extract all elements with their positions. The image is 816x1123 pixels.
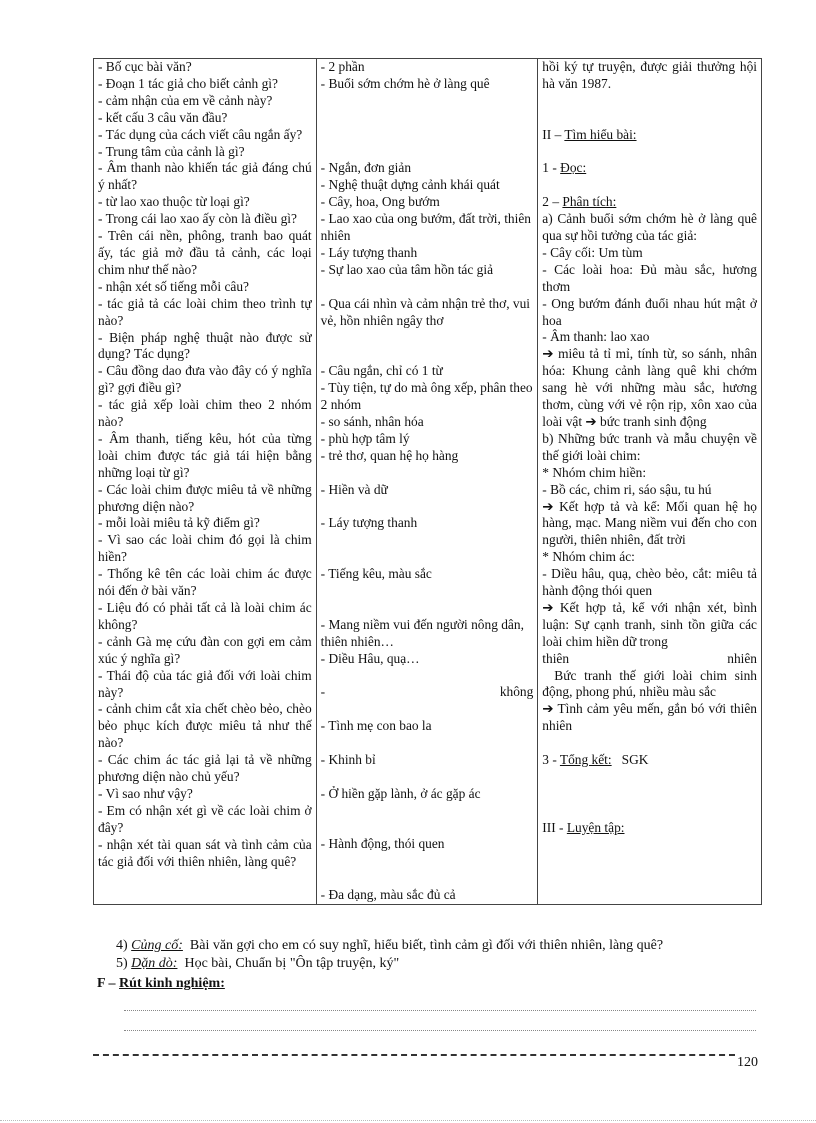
answer-item: - Nghệ thuật dựng cảnh khái quát	[320, 177, 500, 193]
answer-item: - Láy tượng thanh	[320, 515, 418, 531]
notes-line	[124, 1030, 756, 1031]
questions-column	[94, 59, 317, 905]
note-item: * Nhóm chim hiền:	[542, 464, 647, 480]
section-heading: II – Tìm hiểu bài:	[542, 126, 637, 142]
answer-item: - 2 phần	[320, 59, 365, 74]
answer-item: - phù hợp tâm lý	[320, 430, 410, 446]
answer-item: - Buổi sớm chớm hè ở làng quê	[320, 75, 490, 91]
question-item: - cảnh chim cắt xỉa chết chèo bẻo, chèo bẻo phục kích được miêu tả như thế nào?	[98, 701, 312, 751]
intro-text: hồi ký tự truyện, được giải thưởng hội hà văn 1987.	[542, 59, 757, 91]
answer-item: - Qua cái nhìn và cảm nhận trẻ thơ, vui vẻ, hồn nhiên ngây thơ	[320, 295, 531, 328]
page-divider	[93, 1054, 735, 1056]
answer-item: - Tình mẹ con bao la	[320, 718, 432, 734]
answer-item: - Cây, hoa, Ong bướm	[320, 194, 440, 210]
page-edge	[0, 1120, 816, 1121]
page-number: 120	[737, 1055, 758, 1070]
note-item: - Bồ các, chim ri, sáo sậu, tu hú	[542, 481, 712, 497]
answer-item: - trẻ thơ, quan hệ họ hàng	[320, 447, 459, 463]
question-item: - nhận xét tài quan sát và tình cảm của tác giả đối với thiên nhiên, làng quê?	[98, 836, 312, 869]
question-item: - nhận xét số tiếng mỗi câu?	[98, 278, 249, 294]
question-item: - Biện pháp nghệ thuật nào được sử dụng? Tác dụng?	[98, 329, 312, 362]
answer-item: - không	[320, 684, 534, 700]
note-item: - Cây cối: Um tùm	[542, 244, 643, 260]
answer-item: - Tiếng kêu, màu sắc	[320, 566, 432, 582]
note-item: - Diều hâu, quạ, chèo bẻo, cắt: miêu tả hành động thói quen	[542, 566, 757, 599]
question-item: - Âm thanh nào khiến tác giả đáng chú ý nhất?	[98, 160, 312, 193]
question-item: - Thái độ của tác giả đối với loài chim này?	[98, 667, 312, 700]
question-item: - Thống kê tên các loài chim ác được nói đến ở bài văn?	[98, 566, 312, 599]
note-item: b) Những bức tranh và mẫu chuyện về thế giới loài chim:	[542, 430, 757, 463]
notes-column	[538, 59, 762, 905]
question-item: - Trung tâm của cảnh là gì?	[98, 143, 245, 159]
question-item: - kết cấu 3 câu văn đầu?	[98, 109, 228, 125]
answer-item: - Hiền và dữ	[320, 481, 388, 497]
note-item: Bức tranh thế giới loài chim sinh động, phong phú, nhiều màu sắc	[542, 667, 757, 700]
note-item: thiên nhiên	[542, 650, 757, 666]
note-item: ➔ Tình cảm yêu mến, gắn bó với thiên nhiên	[542, 701, 757, 734]
note-item: ➔ Kết hợp tả, kể với nhận xét, bình luận: Sự cạnh tranh, sinh tồn giữa các loài chim hiền dữ trong	[542, 599, 757, 649]
question-item: - Đoạn 1 tác giả cho biết cảnh gì?	[98, 75, 278, 91]
note-item: ➔ miêu tả tỉ mỉ, tính từ, so sánh, nhân hóa: Khung cảnh làng quê khi chớm sang hè với những màu sắc, hương thơm, cùng với vẻ rộn rịp, xôn xao của loài vật ➔ bức tranh sinh động	[542, 346, 757, 429]
question-item: - Các chim ác tác giả lại tả về những phương diện nào chủ yếu?	[98, 752, 312, 785]
section-heading: 2 – Phân tích:	[542, 194, 617, 210]
answer-item: - Ngắn, đơn giản	[320, 160, 412, 176]
lesson-table	[93, 58, 762, 905]
answer-item: - Tùy tiện, tự do mà ông xếp, phân theo 2 nhóm	[320, 380, 533, 413]
question-item: - Âm thanh, tiếng kêu, hót của từng loài chim được tác giả tái hiện bằng những loại từ gì?	[98, 430, 312, 480]
question-item: - Các loài chim được miêu tả về những phương diện nào?	[98, 481, 312, 514]
question-item: - Trong cái lao xao ấy còn là điều gì?	[98, 211, 297, 227]
answers-column	[316, 59, 538, 905]
question-item: - Em có nhận xét gì về các loài chim ở đây?	[98, 802, 312, 835]
question-item: - Tác dụng của cách viết câu ngắn ấy?	[98, 126, 303, 142]
answer-item: - Sự lao xao của tâm hồn tác giả	[320, 261, 494, 277]
answer-item: - Hành động, thói quen	[320, 836, 445, 852]
question-item: - Bố cục bài văn?	[98, 59, 192, 74]
question-item: - tác giả tả các loài chim theo trình tự nào?	[98, 295, 312, 328]
question-item: - Câu đồng dao đưa vào đây có ý nghĩa gì? gợi điều gì?	[98, 363, 312, 396]
note-item: - Ong bướm đánh đuổi nhau hút mật ở hoa	[542, 295, 757, 328]
homework-line: 5) Dặn dò: Học bài, Chuẩn bị "Ôn tập truyện, ký"	[116, 956, 400, 971]
answer-item: - Ở hiền gặp lành, ở ác gặp ác	[320, 785, 481, 801]
question-item: - từ lao xao thuộc từ loại gì?	[98, 194, 250, 210]
note-item: a) Cảnh buổi sớm chớm hè ở làng quê qua sự hồi tưởng của tác giả:	[542, 211, 757, 243]
consolidation-line: 4) Củng cố: Bài văn gợi cho em có suy nghĩ, hiểu biết, tình cảm gì đối với thiên nhiên, làng quê?	[116, 938, 664, 953]
section-heading: III - Luyện tập:	[542, 819, 625, 835]
experience-heading: F – Rút kinh nghiệm:	[97, 976, 225, 991]
note-item: - Âm thanh: lao xao	[542, 329, 650, 345]
notes-line	[124, 1010, 756, 1011]
table-row	[94, 59, 762, 905]
question-item: - cảm nhận của em về cảnh này?	[98, 92, 273, 108]
answer-item: - Diều Hâu, quạ…	[320, 650, 420, 666]
answer-item: - Câu ngắn, chỉ có 1 từ	[320, 363, 443, 379]
question-item: - Vì sao các loài chim đó gọi là chim hiền?	[98, 532, 312, 565]
question-item: - mỗi loài miêu tả kỹ điểm gì?	[98, 515, 260, 531]
section-heading: 3 - Tổng kết: SGK	[542, 752, 649, 768]
question-item: - cảnh Gà mẹ cứu đàn con gợi em cảm xúc ý nghĩa gì?	[98, 633, 312, 666]
answer-item: - Mang niềm vui đến người nông dân, thiên nhiên…	[320, 616, 524, 649]
question-item: - Trên cái nền, phông, tranh bao quát ấy, tác giả mở đầu tả cảnh, các loại chim như thế nào?	[98, 228, 312, 277]
note-item: * Nhóm chim ác:	[542, 549, 635, 565]
section-heading: 1 - Đọc:	[542, 160, 587, 176]
answer-item: - Láy tượng thanh	[320, 244, 418, 260]
answer-item: - Khinh bỉ	[320, 751, 376, 767]
answer-item: - Lao xao của ong bướm, đất trời, thiên nhiên	[320, 211, 531, 243]
note-item: - Các loài hoa: Đủ màu sắc, hương thơm	[542, 261, 757, 294]
answer-item: - so sánh, nhân hóa	[320, 413, 424, 429]
question-item: - tác giả xếp loài chim theo 2 nhóm nào?	[98, 397, 312, 430]
question-item: - Liệu đó có phải tất cả là loài chim ác không?	[98, 600, 312, 632]
question-item: - Vì sao như vậy?	[98, 785, 193, 801]
answer-item: - Đa dạng, màu sắc đủ cả	[320, 887, 456, 903]
note-item: ➔ Kết hợp tả và kể: Mối quan hệ họ hàng, mạc. Mang niềm vui đến cho con người, thiên nhiên, đất trời	[542, 498, 757, 548]
